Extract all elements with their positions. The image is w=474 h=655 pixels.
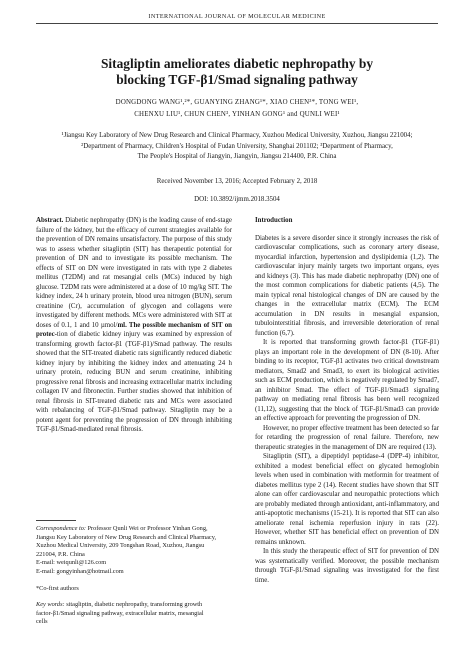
- email-1[interactable]: E-mail: weiqunli@126.com: [36, 559, 107, 567]
- keywords-line-3: cells: [36, 618, 48, 626]
- intro-paragraph-3: However, no proper effective treatment has been detected so far for retarding the progression of renal failure. Therefore, new therapeutic strategies in the management of DN are required (13).: [255, 424, 439, 451]
- affiliations: [40, 131, 434, 163]
- abstract-label: Abstract.: [36, 217, 64, 224]
- correspondence-line-2: Jiangsu Key Laboratory of New Drug Research and Clinical Pharmacy,: [36, 533, 217, 541]
- author-line-2: CHENXU LIU¹, CHUN CHEN³, YINHAN GONG¹ and QUNLI WEI¹: [134, 110, 340, 118]
- footnote-rule: [36, 520, 76, 521]
- intro-paragraph-1: Diabetes is a severe disorder since it strongly increases the risk of cardiovascular complications, such as coronary artery disease, myocardial infarction, hypertension and dyslipidemia (1,2). The cardiovascular injury mainly targets two important organs, eyes and kidneys (3). This has made diabetic nephropathy (DN) one of the most common complications for diabetic patients (4,5). The main typical renal histological changes of DN are caused by the changes in the extracellular matrix (ECM). The ECM accumulation in DN results in mesangial expansion, tubulointerstitial fibrosis, and irreversible deterioration of renal function (6,7).: [255, 234, 439, 337]
- abstract: [36, 216, 232, 435]
- affiliation-line-2: ²Department of Pharmacy, Children's Hospital of Fudan University, Shanghai 201102; ³Department of Pharmacy,: [81, 142, 393, 150]
- abstract-column: [36, 216, 232, 435]
- correspondence: [36, 525, 232, 577]
- keywords-line-1: sitagliptin, diabetic nephropathy, transforming growth: [64, 601, 203, 609]
- introduction-column: [255, 216, 439, 585]
- correspondence-label: Correspondence to:: [36, 525, 86, 532]
- intro-paragraph-4: Sitagliptin (SIT), a dipeptidyl peptidase-4 (DPP-4) inhibitor, exhibited a modest beneficial effect on glycated hemoglobin levels when used in combination with metformin for treatment of diabetes mellitus type 2 (14). Recent studies have shown that SIT alone can offer cardiovascular and neuropathic protections which are probably mediated through antioxidant, anti-inflammatory, and anti-apoptotic mechanisms (15-21). It is reported that SIT can also ameliorate renal ischemia reperfusion injury in rats (22). However, whether SIT has beneficial effect on prevention of DN remains unknown.: [255, 453, 440, 546]
- affiliation-line-1: ¹Jiangsu Key Laboratory of New Drug Research and Clinical Pharmacy, Xuzhou Medical University, Xuzhou, Jiangsu 221004;: [61, 132, 413, 139]
- keywords-line-2: factor-β1/Smad signaling pathway, extracellular matrix, mesangial: [36, 609, 204, 617]
- article-title: [36, 56, 438, 88]
- abstract-text-1: Diabetic nephropathy (DN) is the leading cause of end-stage failure of the kidney, but the efficacy of current strategies available for the prevention of DN remains unsatisfactory. The purpose of this study was to assess whether sitagliptin (SIT) has therapeutic potential for prevention of DN and to investigate its possible mechanism. The effects of SIT on DN were investigated in rats with type 2 diabetes mellitus (T2DM) and rat mesangial cells (MCs) induced by high glucose. T2DM rats were administered at a dose of 10 mg/kg SIT. The kidney index, 24 h urinary protein, blood urea nitrogen (BUN), serum creatinine (Cr), accumulation of glycogen and collagens were investigated by different methods. MCs were administered with SIT at doses of 0.1, 1 and 10 µmol/: [36, 217, 232, 329]
- intro-paragraph-5: In this study the therapeutic effect of SIT for prevention of DN was systematically verified. Moreover, the possible mechanism through TGF-β1/Smad signaling was investigated for the first time.: [255, 548, 439, 584]
- correspondence-block: [36, 520, 232, 627]
- correspondence-line-3: Xuzhou Medical University, 209 Tongshan Road, Xuzhou, Jiangsu: [36, 542, 205, 550]
- intro-paragraph-2: It is reported that transforming growth factor-β1 (TGF-β1) plays an important role in the development of DN (8-10). After binding to its receptor, TGF-β1 activates two critical downstream mediators, Smad2 and Smad3, to exert its biological activities such as ECM production, which is negatively regulated by Smad7, an inhibitor Smad. The effect of TGF-β1/Smad3 signaling pathway on mediating renal fibrosis has been well recognized (11,12), suggesting that the block of TGF-β1/Smad3 can provide an effective approach for preventing the progression of DN.: [255, 339, 439, 422]
- keywords: [36, 601, 232, 627]
- author-line-1: DONGDONG WANG¹,²*, GUANYING ZHANG¹*, XIAO CHEN³*, TONG WEI¹,: [115, 99, 359, 106]
- keywords-label: Key words:: [36, 601, 65, 609]
- section-heading-introduction: Introduction: [255, 217, 293, 224]
- received-accepted-dates: Received November 13, 2016; Accepted February 2, 2018: [156, 178, 318, 185]
- correspondence-line-1: Professor Qunli Wei or Professor Yinhan Gong,: [85, 525, 208, 532]
- title-line-1: Sitagliptin ameliorates diabetic nephropathy by: [100, 56, 374, 71]
- author-list: [50, 97, 424, 120]
- affiliation-line-3: The People's Hospital of Jiangyin, Jiangyin, Jiangsu 214400, P.R. China: [137, 153, 337, 161]
- cofirst-note: *Co-first authors: [36, 584, 79, 592]
- title-line-2: blocking TGF-β1/Smad signaling pathway: [116, 72, 358, 87]
- doi: DOI: 10.3892/ijmm.2018.3504: [194, 196, 280, 203]
- journal-running-header: INTERNATIONAL JOURNAL OF MOLECULAR MEDICINE: [36, 13, 438, 24]
- correspondence-line-4: 221004, P.R. China: [36, 550, 85, 558]
- email-2[interactable]: E-mail: gongyinhan@hotmail.com: [36, 567, 124, 575]
- abstract-text-bold: ml. The possible mechanism of SIT on protec-: [36, 321, 232, 338]
- abstract-text-2: tion of diabetic kidney injury was examined by expression of transforming growth factor-β1 (TGF-β1)/Smad pathway. The results showed that the SIT-treated diabetic rats significantly reduced diabetic kidney injury by inhibiting the kidney index and attenuating 24 h urinary protein, reducing BUN and serum creatinine, inhibiting progressive renal fibrosis and increasing extracellular matrix including collagen IV and fibronectin. Further studies showed that inhibition of renal fibrosis in SIT-treated diabetic rats and MCs were associated with rebalancing of TGF-β1/Smad pathway. Sitagliptin may be a potent agent for preventing the progression of DN through inhibiting TGF-β1/Smad-mediated renal fibrosis.: [36, 331, 232, 433]
